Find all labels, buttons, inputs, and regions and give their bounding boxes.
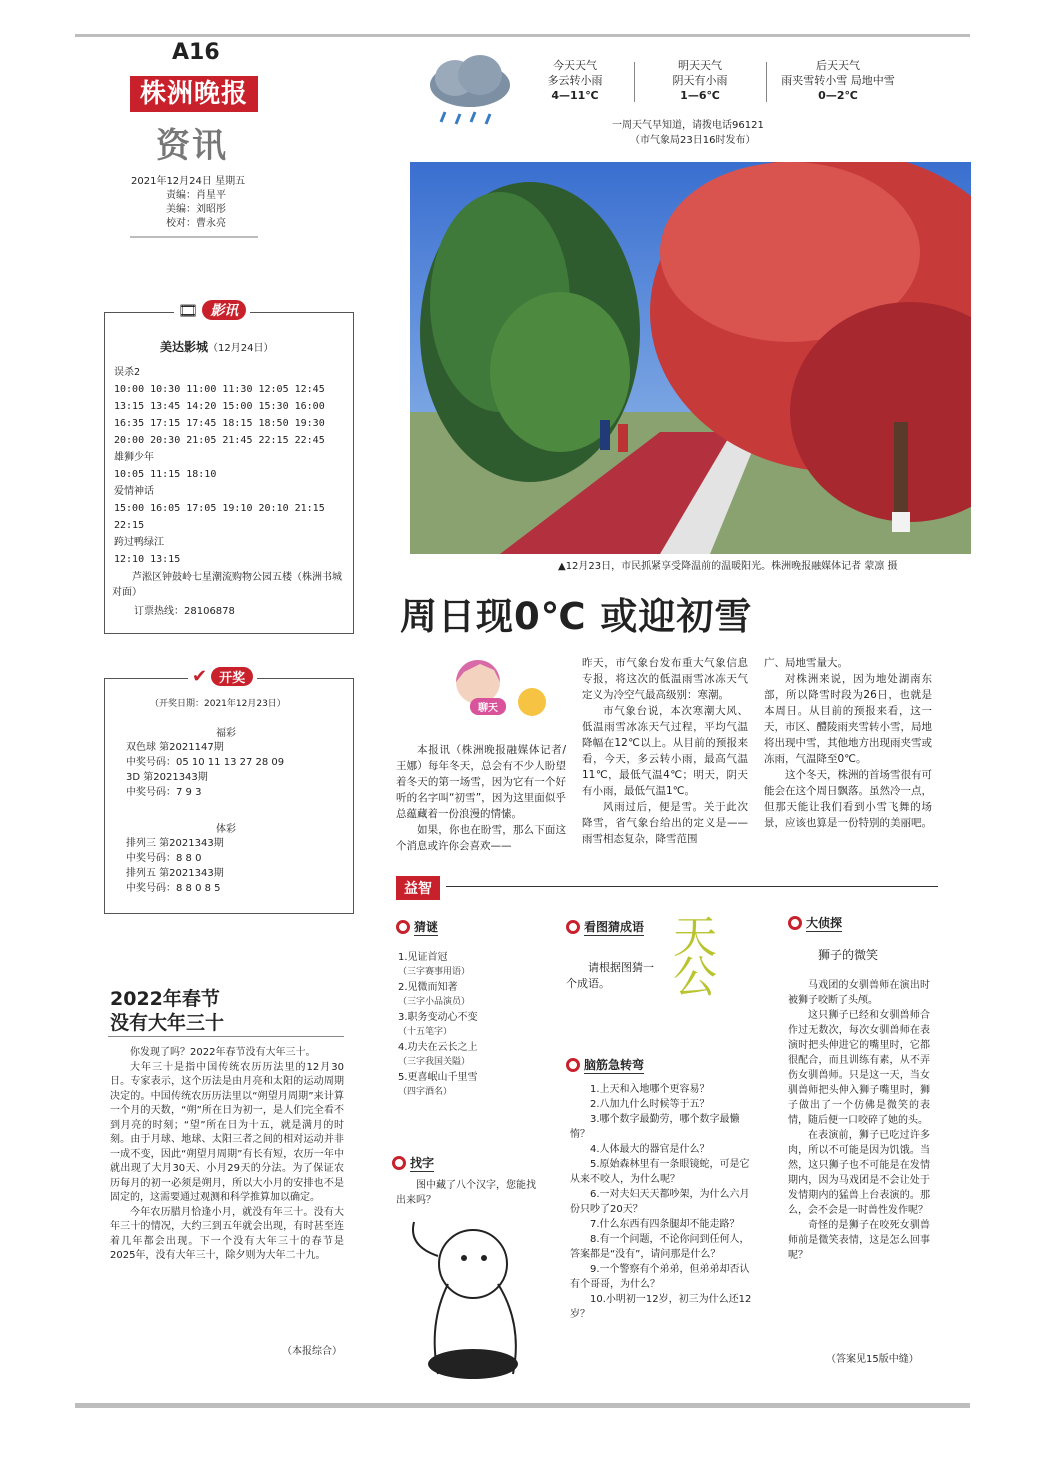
film-projector-icon: 🎞 bbox=[178, 300, 199, 320]
chat-column-logo bbox=[440, 656, 550, 728]
spring-paragraph: 今年农历腊月恰逢小月，就没有年三十。没有大年三十的情况，大约三到五年就会出现，有时甚至连着几年都会出现。下一个没有大年三十的春节是2025年，没有大年三十，除夕则为大年二十九。 bbox=[110, 1206, 344, 1261]
spring-body bbox=[110, 1046, 344, 1264]
lottery-badge-label: 开奖 bbox=[211, 667, 253, 686]
detective-story-title: 狮子的微笑 bbox=[818, 948, 879, 962]
brain-teaser-item: 4.人体最大的器官是什么？ bbox=[590, 1144, 710, 1155]
detective-story bbox=[788, 978, 930, 1263]
cinema-badge bbox=[174, 300, 250, 320]
film-times: 22:15 bbox=[114, 520, 145, 531]
main-headline: 周日现0℃ 或迎初雪 bbox=[400, 595, 753, 638]
article-col-3 bbox=[764, 655, 932, 831]
brain-teaser-item: 8.有一个问题，不论你问到任何人，答案都是“没有”，请问那是什么？ bbox=[570, 1234, 750, 1260]
fucai-results bbox=[126, 740, 284, 800]
weather-day-today bbox=[520, 58, 630, 103]
film-title: 跨过鸭绿江 bbox=[114, 537, 164, 548]
lottery-line: 中奖号码：8 8 0 bbox=[126, 853, 202, 864]
autumn-park-photo bbox=[410, 162, 971, 554]
riddle-question: 5.更喜岷山千里雪 bbox=[398, 1072, 478, 1083]
red-bullet-icon bbox=[566, 920, 580, 934]
riddle-list bbox=[398, 950, 478, 1100]
spring-paragraph: 大年三十是指中国传统农历历法里的12月30日。专家表示，这个历法是由月亮和太阳的运动周期决定的。中国传统农历历法里以“朔望月周期”来计算一个月的天数，“朔”所在日为初一，是人们完全看不到月亮的时刻；“望”所在日为十五，就是满月的时刻。由于月球、地球、太阳三者之间的相对运动并非一成不变，因此“朔望月周期”有长有短，农历一年中就出现了大月30天、小月29天的分法。为了保证农历每月的初一必须是朔月，所以大小月的安排也不是固定的，这需要通过观测和科学推算加以确定。 bbox=[110, 1061, 344, 1203]
riddles-title: 猜谜 bbox=[414, 920, 439, 934]
paper-name-logo: 株洲晚报 bbox=[130, 76, 258, 112]
chat-column-label: 聊天 bbox=[470, 698, 506, 715]
cinema-name: 美达影城 bbox=[160, 340, 209, 354]
cinema-schedule bbox=[114, 364, 350, 568]
riddle-question: 1.见证首冠 bbox=[398, 952, 448, 963]
detective-paragraph: 奇怪的是狮子在咬死女驯兽师前是微笑表情，这是怎么回事呢？ bbox=[788, 1220, 930, 1261]
picture-idiom-heading bbox=[566, 918, 644, 936]
spring-title-1: 2022年春节 bbox=[110, 988, 220, 1010]
film-times: 12:10 13:15 bbox=[114, 554, 181, 565]
weather-hotline: 一周天气早知道，请拨电话96121 bbox=[612, 120, 764, 131]
photo-caption: ▲12月23日，市民抓紧享受降温前的温暖阳光。株洲晚报融媒体记者 蒙凛 摄 bbox=[558, 561, 898, 572]
brain-teaser-item: 1.上天和入地哪个更容易？ bbox=[590, 1084, 710, 1095]
weather-day-title: 明天天气 bbox=[678, 59, 722, 72]
glyph-bottom: 公 bbox=[673, 952, 717, 1003]
lottery-line: 双色球 第2021147期 bbox=[126, 742, 224, 753]
proofreader: 校对：曹永亮 bbox=[166, 218, 226, 229]
article-col-2 bbox=[582, 655, 748, 847]
picture-idiom-title: 看图猜成语 bbox=[584, 920, 645, 934]
masthead-rule bbox=[130, 236, 258, 238]
rain-cloud-icon bbox=[420, 50, 520, 130]
page-number: A16 bbox=[172, 40, 220, 65]
red-bullet-icon bbox=[392, 1156, 406, 1170]
film-times: 10:00 10:30 11:00 11:30 12:05 12:45 bbox=[114, 384, 325, 395]
bottom-rule bbox=[75, 1403, 970, 1408]
weather-day-desc: 多云转小雨 bbox=[547, 74, 603, 87]
brain-teaser-item: 6.一对夫妇天天都吵架，为什么六月份只吵了20天？ bbox=[570, 1189, 750, 1215]
weather-day-desc: 雨夹雪转小雪 局地中雪 bbox=[781, 74, 895, 87]
riddle-hint: （三字我国关隘） bbox=[398, 1057, 471, 1067]
fucai-title: 福彩 bbox=[216, 728, 236, 739]
picture-idiom-glyph bbox=[660, 912, 730, 1003]
glyph-top: 天 bbox=[673, 912, 717, 963]
article-paragraph: 风雨过后，便是雪。关于此次降雪，省气象台给出的定义是——雨雪相态复杂，降雪范围 bbox=[582, 801, 748, 845]
weather-day-after bbox=[768, 58, 908, 103]
find-word-prompt: 图中藏了八个汉字，您能找出来吗？ bbox=[396, 1180, 536, 1206]
weather-day-temp: 4—11℃ bbox=[551, 89, 599, 102]
detective-answer-note: （答案见15版中缝） bbox=[826, 1354, 919, 1365]
film-title: 误杀2 bbox=[114, 367, 141, 378]
article-paragraph: 这个冬天，株洲的首场雪很有可能会在这个周日飘落。虽然冷一点，但那天能让我们看到小雪飞舞的场景，应该也算是一份特别的美丽吧。 bbox=[764, 769, 932, 829]
brain-teaser-heading bbox=[566, 1056, 644, 1074]
spring-source: （本报综合） bbox=[282, 1346, 342, 1357]
article-paragraph: 昨天，市气象台发布重大气象信息专报，将这次的低温雨雪冰冻天气定义为冷空气最高级别：寒潮。 bbox=[582, 657, 748, 701]
puzzle-section-title: 益智 bbox=[396, 876, 440, 900]
cinema-hotline: 订票热线：28106878 bbox=[134, 606, 235, 617]
red-bullet-icon bbox=[788, 916, 802, 930]
lottery-line: 中奖号码：7 9 3 bbox=[126, 787, 202, 798]
detective-paragraph: 马戏团的女驯兽师在演出时被狮子咬断了头颅。 bbox=[788, 980, 930, 1006]
detective-heading bbox=[788, 914, 842, 932]
date-line: 2021年12月24日 星期五 bbox=[131, 176, 246, 187]
riddle-hint: （三字赛事用语） bbox=[398, 967, 471, 977]
brain-teaser-item: 3.哪个数字最勤劳，哪个数字最懒惰？ bbox=[570, 1114, 740, 1140]
detective-paragraph: 在表演前，狮子已吃过许多肉，所以不可能是因为饥饿。当然，这只狮子也不可能是在发情期内，因为马戏团是不会让处于发情期内的猛兽上台表演的。那么，会不会是一时兽性发作呢？ bbox=[788, 1130, 930, 1216]
spring-paragraph: 你发现了吗？2022年春节没有大年三十。 bbox=[130, 1047, 316, 1058]
spring-rule bbox=[108, 1036, 344, 1037]
weather-day-tomorrow bbox=[640, 58, 760, 103]
film-times: 20:00 20:30 21:05 21:45 22:15 22:45 bbox=[114, 435, 325, 446]
film-times: 10:05 11:15 18:10 bbox=[114, 469, 217, 480]
hidden-characters-drawing bbox=[398, 1214, 548, 1384]
editor: 责编：肖星平 bbox=[166, 190, 226, 201]
brain-teaser-item: 9.一个警察有个弟弟，但弟弟却否认有个哥哥，为什么？ bbox=[570, 1264, 750, 1290]
red-bullet-icon bbox=[566, 1058, 580, 1072]
red-bullet-icon bbox=[396, 920, 410, 934]
puzzle-rule bbox=[446, 886, 938, 887]
brain-teaser-list bbox=[570, 1082, 756, 1322]
ticai-results bbox=[126, 836, 224, 896]
brain-teaser-item: 10.小明初一12岁，初三为什么还12岁？ bbox=[570, 1294, 752, 1320]
weather-source: （市气象局23日16时发布） bbox=[630, 135, 756, 146]
riddle-hint: （十五笔字） bbox=[398, 1027, 453, 1037]
riddle-question: 4.功夫在云长之上 bbox=[398, 1042, 478, 1053]
check-mark-icon: ✔ bbox=[192, 666, 208, 687]
cinema-address: 芦淞区钟鼓岭七星潮流购物公园五楼（株洲书城对面） bbox=[112, 572, 342, 598]
weather-divider bbox=[634, 62, 635, 102]
lottery-line: 中奖号码：8 8 0 8 5 bbox=[126, 883, 221, 894]
brain-teaser-item: 2.八加九什么时候等于五？ bbox=[590, 1099, 710, 1110]
riddle-question: 2.见微而知著 bbox=[398, 982, 458, 993]
lottery-line: 中奖号码：05 10 11 13 27 28 09 bbox=[126, 757, 285, 768]
brain-teaser-item: 7.什么东西有四条腿却不能走路？ bbox=[590, 1219, 740, 1230]
cinema-badge-label: 影讯 bbox=[202, 300, 246, 320]
article-paragraph: 如果，你也在盼雪，那么下面这个消息或许你会喜欢—— bbox=[396, 824, 566, 852]
spring-title-2: 没有大年三十 bbox=[110, 1012, 225, 1034]
cinema-title bbox=[160, 338, 273, 355]
cinema-date: （12月24日） bbox=[208, 343, 274, 354]
film-title: 爱情神话 bbox=[114, 486, 154, 497]
lottery-line: 3D 第2021343期 bbox=[126, 772, 208, 783]
riddle-hint: （三字小品演员） bbox=[398, 997, 471, 1007]
lottery-badge bbox=[188, 666, 257, 687]
weather-day-desc: 阴天有小雨 bbox=[672, 74, 728, 87]
riddles-heading bbox=[396, 918, 438, 936]
weather-day-title: 今天天气 bbox=[553, 59, 597, 72]
lottery-date: （开奖日期：2021年12月23日） bbox=[150, 699, 286, 709]
picture-idiom-prompt: 请根据图猜一个成语。 bbox=[566, 961, 654, 990]
weather-day-temp: 1—6℃ bbox=[680, 89, 720, 102]
brain-teaser-title: 脑筋急转弯 bbox=[584, 1058, 645, 1072]
riddle-hint: （四字酒名） bbox=[398, 1087, 453, 1097]
article-paragraph: 广、局地雪量大。 bbox=[764, 657, 848, 669]
riddle-question: 3.职务变动心不变 bbox=[398, 1012, 478, 1023]
weather-day-title: 后天天气 bbox=[816, 59, 860, 72]
lottery-line: 排列五 第2021343期 bbox=[126, 868, 224, 879]
film-times: 15:00 16:05 17:05 19:10 20:10 21:15 bbox=[114, 503, 325, 514]
film-times: 16:35 17:15 17:45 18:15 18:50 19:30 bbox=[114, 418, 325, 429]
section-name: 资讯 bbox=[156, 126, 228, 166]
article-paragraph: 本报讯（株洲晚报融媒体记者/王娜）每年冬天，总会有不少人盼望着冬天的第一场雪，因为它有一个好听的名字叫“初雪”，因为这里面似乎总蕴藏着一份浪漫的情愫。 bbox=[396, 744, 566, 820]
article-paragraph: 市气象台说，本次寒潮大风、低温雨雪冰冻天气过程，平均气温降幅在12℃以上。从目前的预报来看，今天，多云转小雨，最高气温11℃，最低气温4℃；明天，阴天有小雨，最低气温1℃。 bbox=[582, 705, 748, 797]
find-word-heading bbox=[392, 1154, 434, 1172]
designer: 美编：刘昭彤 bbox=[166, 204, 226, 215]
brain-teaser-item: 5.原始森林里有一条眼镜蛇，可是它从来不咬人，为什么呢？ bbox=[570, 1159, 750, 1185]
weather-divider bbox=[766, 62, 767, 102]
article-col-1 bbox=[396, 742, 566, 854]
film-times: 13:15 13:45 14:20 15:00 15:30 16:00 bbox=[114, 401, 325, 412]
find-word-title: 找字 bbox=[410, 1156, 435, 1170]
article-paragraph: 对株洲来说，因为地处湖南东部，所以降雪时段为26日，也就是本周日。从目前的预报来看，这一天，市区、醴陵雨夹雪转小雪，局地将出现中雪，其他地方出现雨夹雪或冻雨，气温降至0℃。 bbox=[764, 673, 932, 765]
detective-paragraph: 这只狮子已经和女驯兽师合作过无数次，每次女驯兽师在表演时把头伸进它的嘴里时，它都很配合，而且训练有素，从不弄伤女驯兽师。只是这一天，当女驯兽师把头伸入狮子嘴里时，狮子做出了一个仿佛是微笑的表情，随后便一口咬碎了她的头。 bbox=[788, 1010, 930, 1126]
weather-day-temp: 0—2℃ bbox=[818, 89, 858, 102]
lottery-line: 排列三 第2021343期 bbox=[126, 838, 224, 849]
detective-title: 大侦探 bbox=[806, 916, 843, 930]
ticai-title: 体彩 bbox=[216, 824, 236, 835]
film-title: 雄狮少年 bbox=[114, 452, 154, 463]
top-rule bbox=[75, 34, 970, 37]
